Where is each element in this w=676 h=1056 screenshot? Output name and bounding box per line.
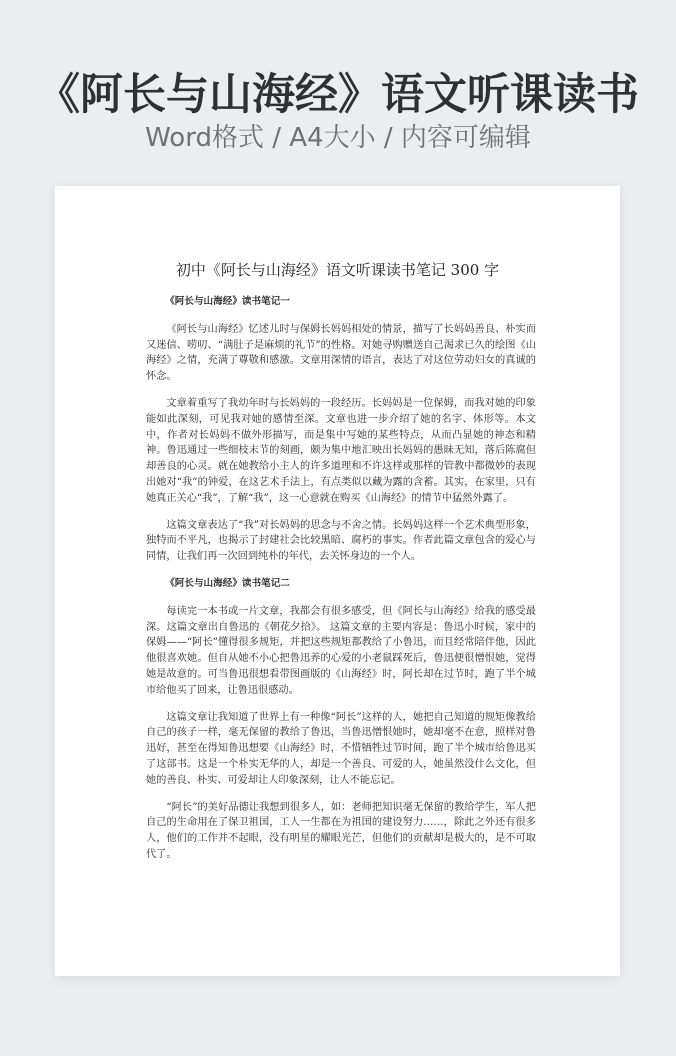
- document-title: 初中《阿长与山海经》语文听课读书笔记 300 字: [175, 261, 500, 279]
- paragraph: “阿长”的美好品德让我想到很多人，如：老师把知识毫无保留的教给学生，军人把自己的生命用在了保卫祖国，工人一生都在为祖国的建设努力……，除此之外还有很多人，他们的工作并不起眼，没有明星的耀眼光芒，但他们的贡献却是极大的，是不可取代了。: [146, 801, 536, 860]
- paragraph: 《阿长与山海经》忆述儿时与保姆长妈妈相处的情景，描写了长妈妈善良、朴实而又迷信、唠叨、“满肚子是麻烦的礼节”的性格。对她寻购赠送自己渴求已久的绘图《山海经》之情，充满了尊敬和感激。文章用深情的语言，表达了对这位劳动妇女的真诚的怀念。: [146, 323, 536, 383]
- document-body: [146, 294, 536, 874]
- section-heading-2: 《阿长与山海经》读书笔记二: [165, 577, 290, 589]
- paragraph: 这篇文章表达了“我”对长妈妈的思念与不舍之情。长妈妈这样一个艺术典型形象，独特而不平凡，也揭示了封建社会比较黑暗、腐朽的事实。作者此篇文章包含的爱心与同情，让我们再一次回到纯朴的年代，去关怀身边的一个人。: [146, 519, 536, 563]
- paragraph: 文章着重写了我幼年时与长妈妈的一段经历。长妈妈是一位保姆，而我对她的印象能如此深刻，可见我对她的感情至深。文章也进一步介绍了她的名字、体形等。本文中，作者对长妈妈不做外形描写，而是集中写她的某些特点，从而凸显她的神态和精神。鲁迅通过一些细枝末节的刻画，颇为集中地汇映出长妈妈的愚昧无知，落后陈腐但却善良的心灵。就在她教给小主人的许多道理和不许这样或那样的管教中都微妙的表现出她对“我”的钟爱，在这艺术手法上，有点类似以藏为露的含蓄。其实，在家里，只有她真正关心“我”，了解“我”，这一心意就在购买《山海经》的情节中猛然外露了。: [146, 397, 536, 504]
- document-page: [55, 186, 620, 976]
- section-heading-1: 《阿长与山海经》读书笔记一: [165, 296, 290, 307]
- paragraph: 这篇文章让我知道了世界上有一种像“阿长”这样的人，她把自己知道的规矩像教给自己的孩子一样，毫无保留的教给了鲁迅，当鲁迅憎恨她时，她却毫不在意，照样对鲁迅好，甚至在得知鲁迅想要《山海经》时，不惜牺牲过节时间，跑了半个城市给鲁迅买了这部书。这是一个朴实无华的人，却是一个善良、可爱的人，她虽然没什么文化，但她的善良、朴实、可爱却让人印象深刻，让人不能忘记。: [146, 711, 536, 786]
- banner-subtitle: Word格式 / A4大小 / 内容可编辑: [145, 123, 531, 153]
- paragraph: 每读完一本书或一片文章，我都会有很多感受，但《阿长与山海经》给我的感受最深。这篇文章出自鲁迅的《朝花夕拾》。 这篇文章的主要内容是：鲁迅小时候，家中的保姆——“阿长”懂得很多规矩，并把这些规矩都教给了小鲁迅，而且经常陪伴他，因此他很喜欢她。但自从她不小心把鲁迅养的心爱的小老鼠踩死后，鲁迅便很憎恨她，觉得她是故意的。可当鲁迅很想看带图画版的《山海经》时，阿长却在过节时，跑了半个城市给他买了回来，让鲁迅很感动。: [146, 605, 536, 696]
- banner-title: 《阿长与山海经》语文听课读书: [37, 70, 639, 120]
